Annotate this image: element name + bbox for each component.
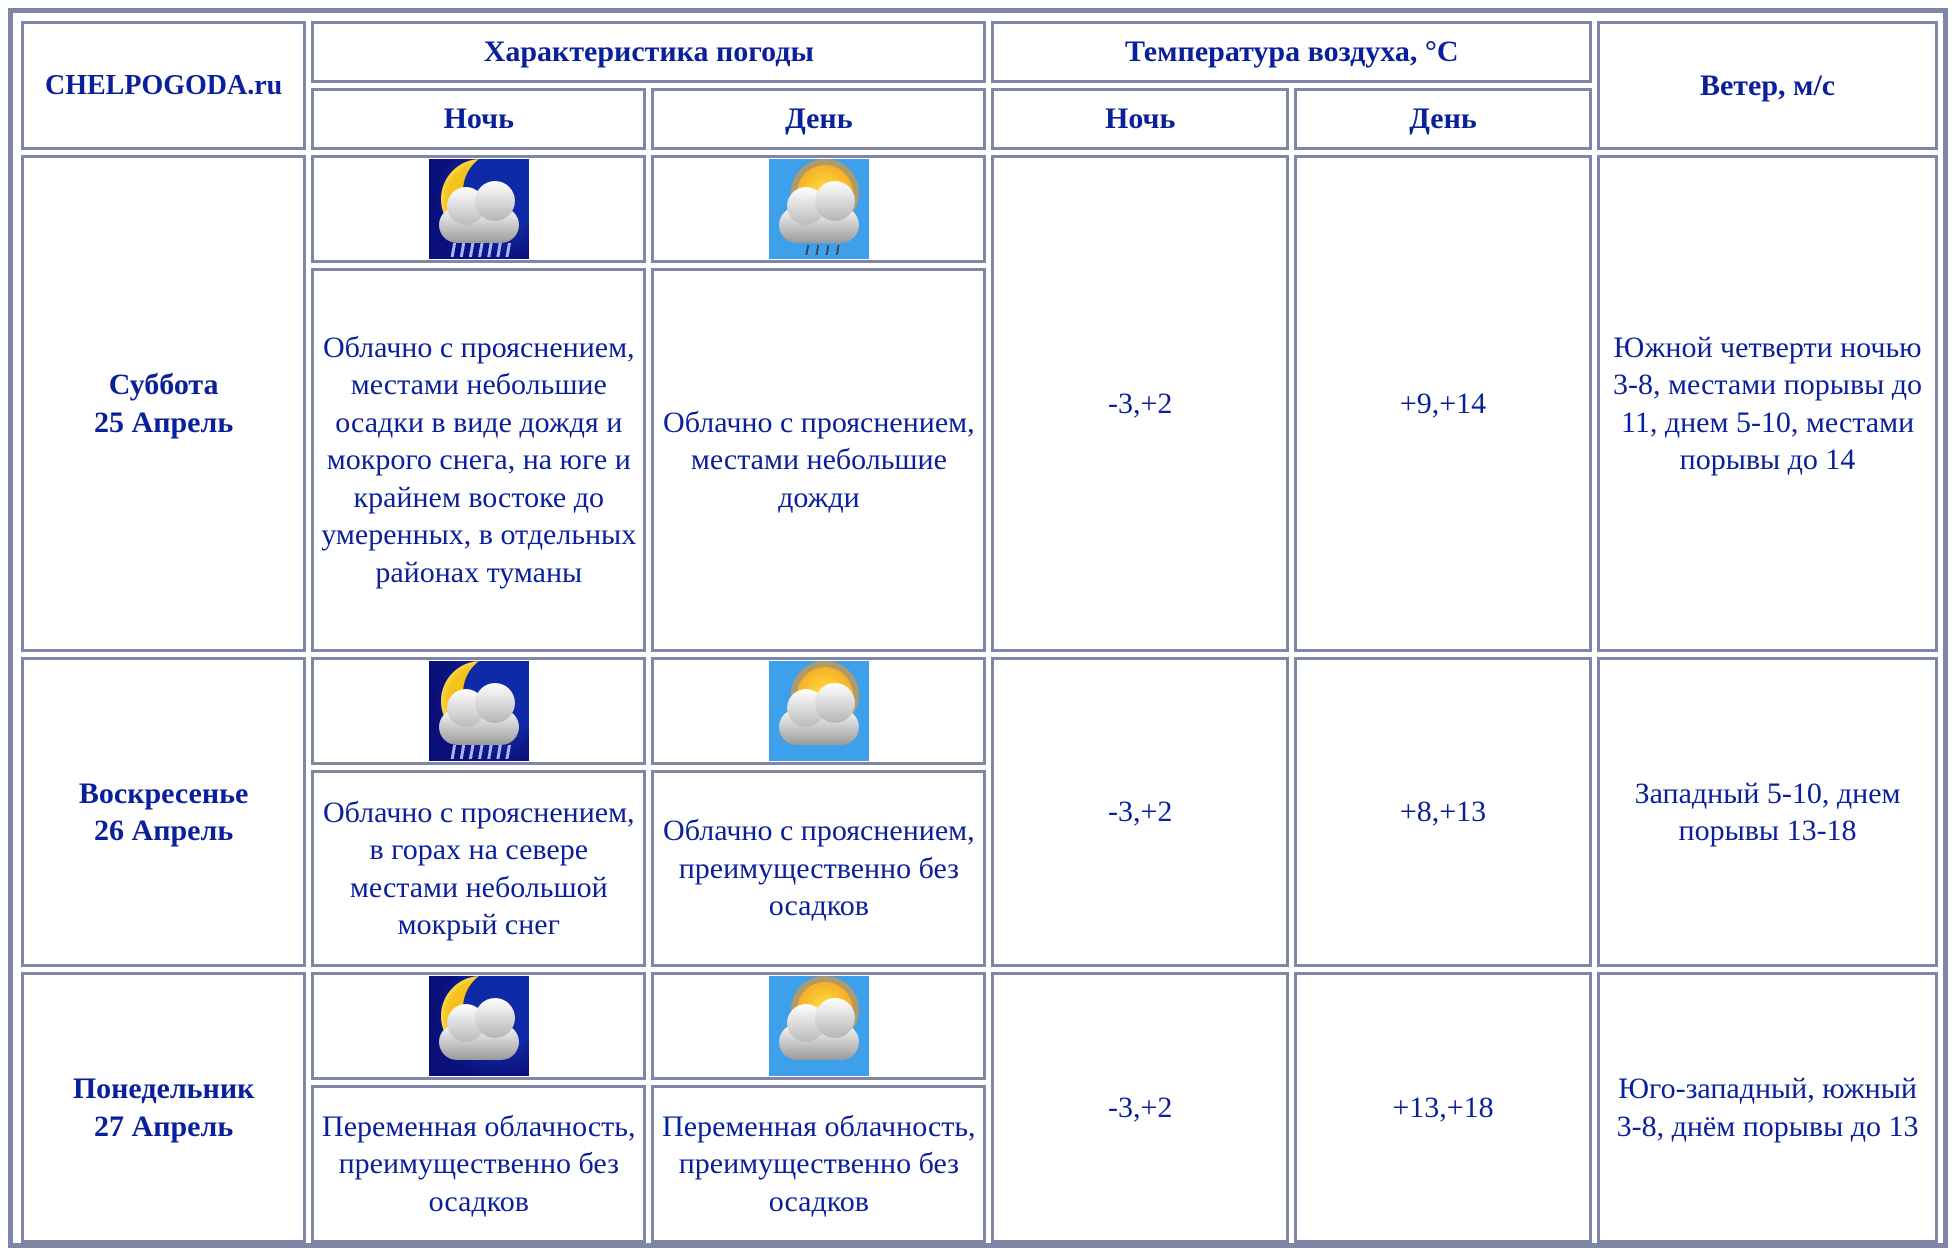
day-sun-cloud-icon — [769, 976, 869, 1076]
date-cell — [21, 972, 306, 1243]
day-sun-cloud-rain-icon — [769, 159, 869, 259]
date: 27 Апрель — [94, 1109, 234, 1143]
day-icon-cell — [651, 155, 986, 263]
night-description: Облачно с прояснением, местами небольшие осадки в виде дождя и мокрого снега, на юге и крайнем востоке до умеренных, в отдельных районах туманы — [311, 268, 646, 652]
day-description: Облачно с прояснением, преимущественно без осадков — [651, 770, 986, 967]
temp-night: -3,+2 — [991, 155, 1289, 652]
wind: Юго-западный, южный 3-8, днём порывы до 13 — [1597, 972, 1938, 1243]
night-cloud-sleet-icon — [429, 159, 529, 259]
temp-day-header: День — [1294, 88, 1592, 150]
day-icon-cell — [651, 972, 986, 1080]
night-cloud-sleet-icon — [429, 661, 529, 761]
temp-day: +13,+18 — [1294, 972, 1592, 1243]
day-name: Суббота — [108, 368, 219, 401]
day-name: Понедельник — [72, 1072, 255, 1105]
weather-night-header: Ночь — [311, 88, 646, 150]
night-description: Облачно с прояснением, в горах на севере местами небольшой мокрый снег — [311, 770, 646, 967]
temp-night: -3,+2 — [991, 657, 1289, 967]
forecast-frame — [8, 8, 1948, 1248]
forecast-table — [16, 16, 1943, 1248]
day-description: Облачно с прояснением, местами небольшие дожди — [651, 268, 986, 652]
day-name: Воскресенье — [78, 776, 249, 810]
date-cell — [21, 657, 306, 967]
temp-night: -3,+2 — [991, 972, 1289, 1243]
weather-day-header: День — [651, 88, 986, 150]
wind-header: Ветер, м/с — [1597, 21, 1938, 150]
temp-day: +9,+14 — [1294, 155, 1592, 652]
day-description: Переменная облачность, преимущественно без осадков — [651, 1085, 986, 1243]
date-cell — [21, 155, 306, 652]
wind: Западный 5-10, днем порывы 13-18 — [1597, 657, 1938, 967]
temp-day: +8,+13 — [1294, 657, 1592, 967]
temp-night-header: Ночь — [991, 88, 1289, 150]
weather-header: Характеристика погоды — [311, 21, 986, 83]
night-icon-cell — [311, 155, 646, 263]
date: 25 Апрель — [94, 405, 234, 439]
night-cloud-icon — [429, 976, 529, 1076]
night-icon-cell — [311, 657, 646, 765]
night-icon-cell — [311, 972, 646, 1080]
day-icon-cell — [651, 657, 986, 765]
night-description: Переменная облачность, преимущественно без осадков — [311, 1085, 646, 1243]
date: 26 Апрель — [94, 814, 234, 847]
temperature-header: Температура воздуха, °C — [991, 21, 1592, 83]
wind: Южной четверти ночью 3-8, местами порывы до 11, днем 5-10, местами порывы до 14 — [1597, 155, 1938, 652]
day-sun-cloud-icon — [769, 661, 869, 761]
site-name: CHELPOGODA.ru — [21, 21, 306, 150]
